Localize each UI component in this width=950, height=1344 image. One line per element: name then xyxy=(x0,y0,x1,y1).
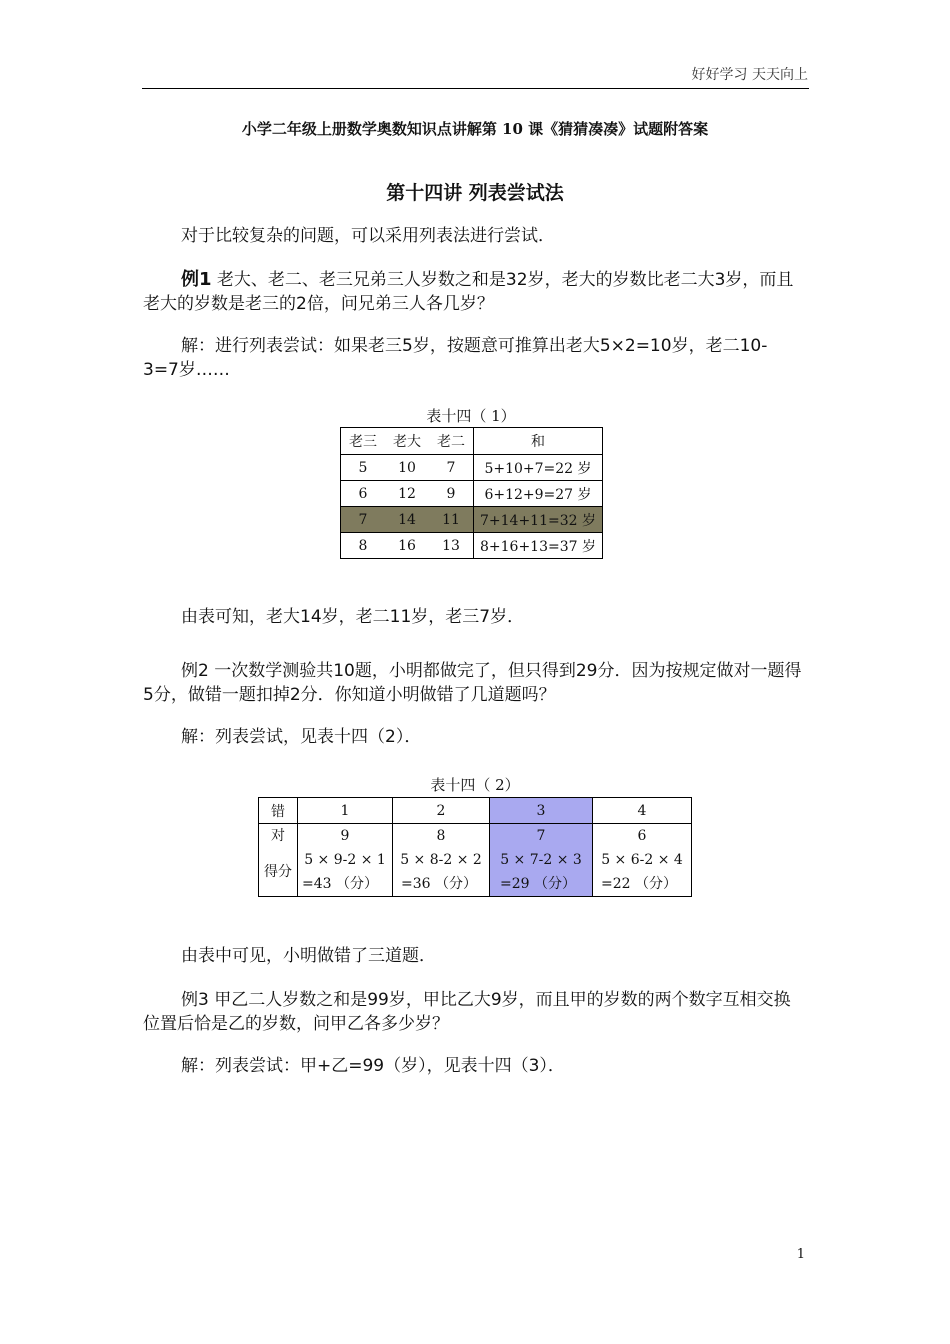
table1-header-cell: 老二 xyxy=(437,434,465,450)
example3-paragraph: 例3 甲乙二人岁数之和是99岁，甲比乙大9岁，而且甲的岁数的两个数字互相交换位置后恰是乙的岁数，问甲乙各多少岁？ xyxy=(143,990,791,1034)
example2-conclusion: 由表中可见，小明做错了三道题． xyxy=(181,946,436,966)
example3-solution: 解：列表尝试：甲+乙=99（岁），见表十四（3）． xyxy=(181,1056,565,1076)
table1-cell: 11 xyxy=(442,511,460,528)
header-motto: 好好学习 天天向上 xyxy=(691,67,808,83)
table-row xyxy=(341,481,603,507)
table-row-highlighted xyxy=(341,507,603,533)
table2-cell-highlighted: 3 xyxy=(490,798,593,824)
table1-header-cell: 和 xyxy=(474,428,603,455)
example1-conclusion: 由表可知，老大14岁，老二11岁，老三7岁． xyxy=(181,607,525,627)
table1-cell: 16 xyxy=(398,537,416,554)
table2-cell: 4 xyxy=(593,798,692,824)
table2-cell: 7 xyxy=(536,828,546,844)
table2-cell: 8 xyxy=(436,828,446,844)
table1-cell: 7 xyxy=(446,459,456,476)
table-row xyxy=(341,455,603,481)
table2-cell: =43 （分） xyxy=(302,876,378,892)
table2-cell: 5 × 6-2 × 4 xyxy=(601,852,683,868)
table2-row-label: 得分 xyxy=(264,864,292,880)
table2-body-row xyxy=(259,824,692,897)
example2-paragraph: 例2 一次数学测验共10题，小明都做完了，但只得到29分．因为按规定做对一题得5分，做错一题扣掉2分．你知道小明做错了几道题吗？ xyxy=(143,661,802,705)
example1-paragraph xyxy=(143,268,803,316)
table1 xyxy=(340,427,603,559)
table2-cell: 2 xyxy=(393,798,490,824)
table1-cell: 9 xyxy=(446,485,456,502)
table1-caption: 表十四（ 1） xyxy=(426,407,516,425)
table2-wrong-row xyxy=(259,798,692,824)
table1-header-cell: 老三 xyxy=(349,434,377,450)
table2-caption: 表十四（ 2） xyxy=(430,776,520,794)
page-number: 1 xyxy=(796,1247,805,1262)
table2 xyxy=(258,797,692,897)
table2-cell: =22 （分） xyxy=(601,876,677,892)
table2-cell: =29 （分） xyxy=(500,876,576,892)
table1-cell: 5+10+7=22 岁 xyxy=(474,455,603,481)
table2-cell: 6 xyxy=(637,828,647,844)
table1-cell: 8 xyxy=(358,537,368,554)
example1-label: 例1 xyxy=(181,269,212,290)
table2-cell: 1 xyxy=(298,798,393,824)
table2-row-label: 错 xyxy=(259,798,298,824)
document-title: 小学二年级上册数学奥数知识点讲解第 10 课《猜猜凑凑》试题附答案 xyxy=(241,120,709,138)
table2-cell: 5 × 7-2 × 3 xyxy=(500,852,582,868)
table2-cell: =36 （分） xyxy=(401,876,477,892)
table1-cell: 6 xyxy=(358,485,368,502)
table2-cell: 9 xyxy=(340,828,350,844)
table1-cell: 5 xyxy=(358,459,368,476)
table1-cell: 6+12+9=27 岁 xyxy=(474,481,603,507)
table1-cell: 12 xyxy=(398,485,416,502)
table1-header-group xyxy=(341,428,474,455)
table2-cell: 5 × 8-2 × 2 xyxy=(400,852,482,868)
header-divider xyxy=(142,88,809,89)
lecture-title: 第十四讲 列表尝试法 xyxy=(386,182,564,204)
intro-paragraph: 对于比较复杂的问题，可以采用列表法进行尝试． xyxy=(181,226,555,246)
table2-column-highlighted xyxy=(490,824,593,897)
table1-header-cell: 老大 xyxy=(393,434,421,450)
example1-solution: 解：进行列表尝试：如果老三5岁，按题意可推算出老大5×2=10岁，老二10-3=7岁…… xyxy=(143,336,768,380)
table2-row-label: 对 xyxy=(271,828,285,844)
table1-cell: 8+16+13=37 岁 xyxy=(474,533,603,559)
example1-text: 老大、老二、老三兄弟三人岁数之和是32岁，老大的岁数比老二大3岁，而且老大的岁数是老三的2倍，问兄弟三人各几岁？ xyxy=(143,270,794,314)
table1-cell: 7 xyxy=(358,511,368,528)
example2-solution: 解：列表尝试，见表十四（2）． xyxy=(181,727,422,747)
table1-cell: 14 xyxy=(398,511,416,528)
table1-cell: 7+14+11=32 岁 xyxy=(474,507,603,533)
table2-cell: 5 × 9-2 × 1 xyxy=(304,852,386,868)
table-row xyxy=(341,533,603,559)
table1-cell: 10 xyxy=(398,459,416,476)
table1-header-row xyxy=(341,428,603,455)
table1-cell: 13 xyxy=(442,537,460,554)
